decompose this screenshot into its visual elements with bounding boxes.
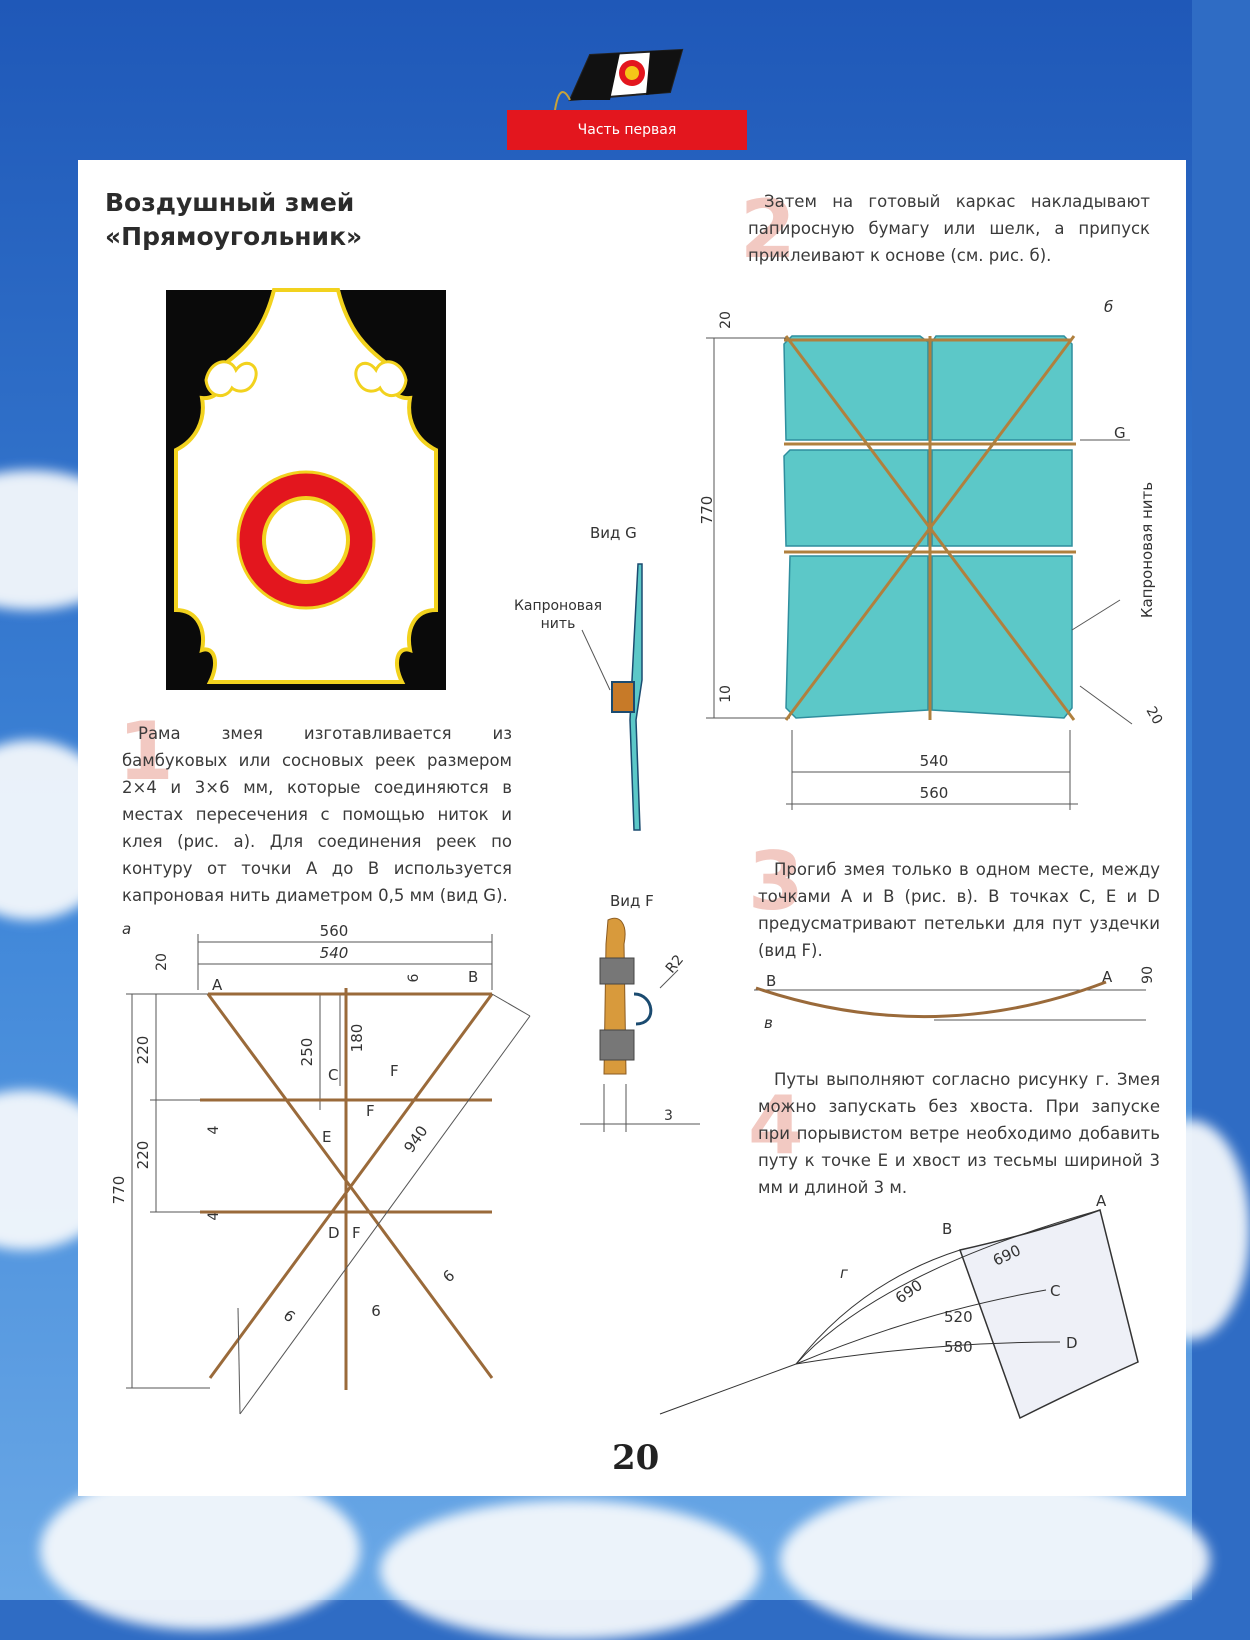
bridle-point: B (942, 1220, 953, 1238)
figure-v-label: в (764, 1014, 773, 1032)
kite-illustration (166, 290, 446, 690)
article-title (105, 186, 525, 254)
point-label: E (322, 1128, 332, 1146)
bow-point-b: B (766, 972, 777, 990)
figure-g-label: г (840, 1264, 848, 1282)
point-label: F (390, 1062, 399, 1080)
section-ribbon (507, 110, 747, 150)
view-f-radius: R2 (662, 952, 688, 977)
cloud (380, 1500, 760, 1640)
step-number: 1 (118, 705, 174, 798)
bridle-point: C (1050, 1282, 1061, 1300)
dim-label: 20 (154, 953, 170, 971)
figure-v-bow (754, 958, 1174, 1048)
bow-dim: 90 (1140, 966, 1156, 984)
dim-label: 10 (718, 685, 734, 703)
dim-label: 4 (206, 1211, 222, 1221)
dim-label: 6 (439, 1266, 459, 1287)
paragraph-1: Рама змея изготавливается из бамбуковых или сосновых реек размером 2×4 и 3×6 мм, которые соединяются в местах пересечения с помощью ниток и клея (рис. а). Для соединения реек по контуру от точки А до В используется капроновая нить диаметром 0,5 мм (вид G). (122, 724, 512, 905)
view-f-detail (580, 884, 710, 1184)
dim-label: 6 (279, 1306, 299, 1327)
figure-a-label: а (122, 920, 132, 938)
figure-a-frame (100, 920, 560, 1440)
point-label: D (328, 1224, 340, 1242)
dim-label: 4 (206, 1125, 222, 1135)
view-g-marker: G (1114, 424, 1126, 442)
paragraph-3: Прогиб змея только в одном месте, между точками А и В (рис. в). В точках С, Е и D предусматривают петельки для пут уздечки (вид F). (758, 860, 1160, 960)
dim-label: 770 (110, 1175, 128, 1205)
dim-label: 20 (1142, 704, 1166, 728)
frame-spars (200, 988, 492, 1390)
title-line-2: «Прямоугольник» (105, 222, 363, 251)
step-number: 4 (748, 1079, 804, 1172)
view-g-label-2: нить (540, 616, 576, 632)
bridle-point: A (1096, 1192, 1107, 1210)
title-line-1: Воздушный змей (105, 188, 355, 217)
step-number: 3 (748, 835, 804, 928)
view-g-title: Вид G (590, 524, 637, 542)
view-g-label-1: Капроновая (513, 598, 603, 614)
cloud (780, 1480, 1210, 1640)
dim-label: 180 (348, 1023, 366, 1053)
dim-label: 540 (919, 752, 949, 770)
side-label: Капроновая нить (1138, 481, 1156, 619)
bridle-dim: 690 (990, 1241, 1024, 1270)
dim-label: 220 (134, 1140, 152, 1170)
figure-b-label: б (1104, 298, 1114, 316)
figure-b-sail (700, 290, 1186, 830)
dim-label: 250 (298, 1037, 316, 1067)
point-label: A (212, 976, 223, 994)
point-label: F (352, 1224, 361, 1242)
section-label: Часть первая (577, 122, 677, 138)
dim-label: 20 (718, 311, 734, 329)
kite-logo-icon (550, 40, 690, 115)
bridle-dim: 580 (944, 1338, 973, 1356)
bow-point-a: A (1102, 968, 1113, 986)
point-label: B (468, 968, 479, 986)
view-f-title: Вид F (610, 892, 654, 910)
dim-label: 770 (698, 495, 716, 525)
dim-label: 6 (371, 1302, 381, 1320)
figure-g-bridle (660, 1192, 1170, 1432)
page-number: 20 (612, 1438, 660, 1478)
dim-label: 940 (400, 1122, 432, 1157)
paragraph-4: Путы выполняют согласно рисунку г. Змея можно запускать без хвоста. При запуске при порывистом ветре необходимо добавить путу к точке Е и хвост из тесьмы шириной 3 мм и длиной 3 м. (758, 1070, 1160, 1197)
dim-label: 220 (134, 1035, 152, 1065)
dim-label: 560 (319, 922, 349, 940)
bridle-dim: 690 (891, 1276, 926, 1308)
view-g-detail (500, 520, 670, 860)
point-label: C (328, 1066, 339, 1084)
point-label: F (366, 1102, 375, 1120)
dim-label: 6 (406, 973, 422, 983)
view-f-width: 3 (664, 1108, 673, 1124)
dim-label: 560 (919, 784, 949, 802)
step-number: 2 (740, 183, 796, 276)
dim-label: 540 (319, 944, 349, 962)
bridle-point: D (1066, 1334, 1078, 1352)
paragraph-2: Затем на готовый каркас накладывают папиросную бумагу или шелк, а припуск приклеивают к основе (см. рис. б). (748, 192, 1150, 265)
bridle-dim: 520 (944, 1308, 973, 1326)
